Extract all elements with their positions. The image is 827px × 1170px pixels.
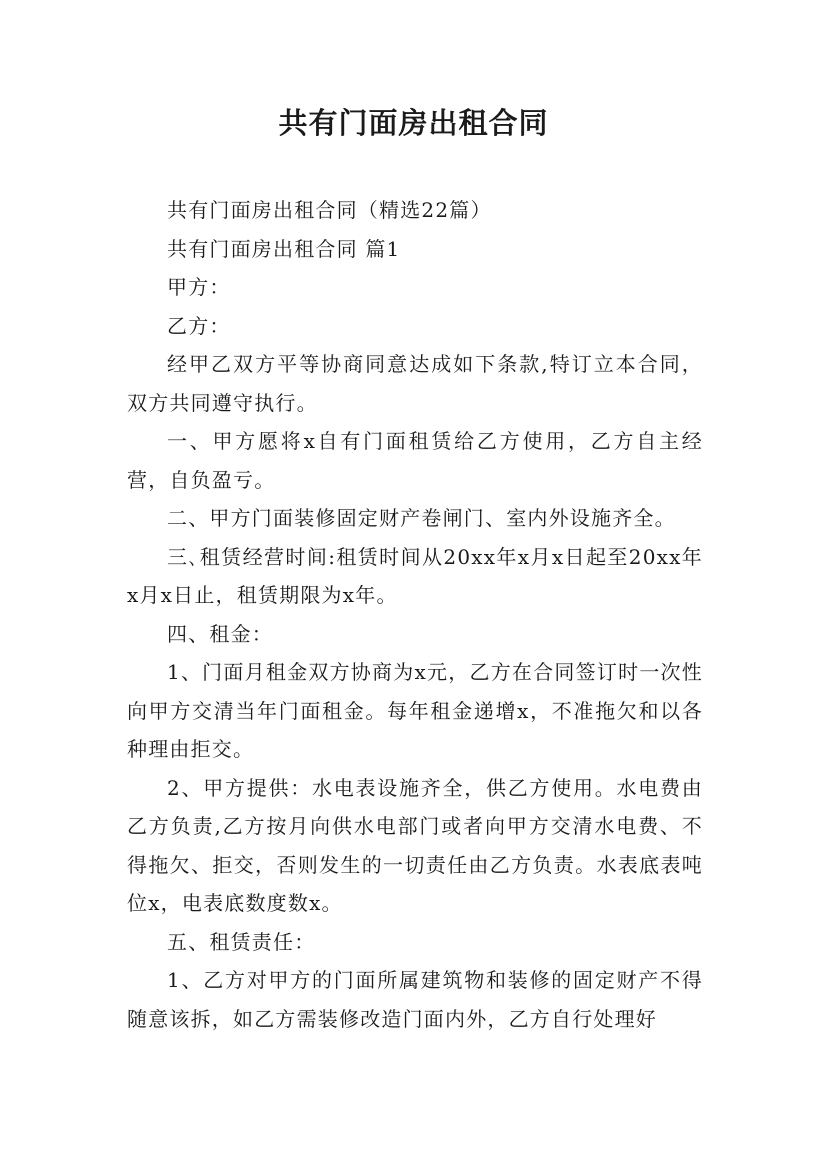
paragraph: 经甲乙双方平等协商同意达成如下条款,特订立本合同，双方共同遵守执行。: [127, 352, 703, 415]
paragraph: 五、租赁责任：: [167, 929, 316, 954]
paragraph-party-a: 甲方：: [167, 275, 231, 299]
paragraph: 2、甲方提供：水电表设施齐全，供乙方使用。水电费由乙方负责,乙方按月向供水电部门或者向甲方交清水电费、不得拖欠、拒交，否则发生的一切责任由乙方负责。水表底表吨位x，电表底数度数x。: [127, 775, 703, 915]
paragraph-party-b: 乙方：: [167, 313, 231, 338]
document-body: [127, 191, 703, 1038]
document-title: 共有门面房出租合同: [278, 106, 549, 140]
paragraph-subtitle: 共有门面房出租合同（精选22篇）: [167, 198, 492, 222]
paragraph-section-heading: 共有门面房出租合同 篇1: [167, 236, 401, 261]
paragraph: 一、甲方愿将x自有门面租赁给乙方使用，乙方自主经营，自负盈亏。: [127, 429, 703, 492]
paragraph: 1、乙方对甲方的门面所属建筑物和装修的固定财产不得随意该拆，如乙方需装修改造门面内外，乙方自行处理好: [127, 968, 703, 1031]
paragraph: 1、门面月租金双方协商为x元，乙方在合同签订时一次性向甲方交清当年门面租金。每年租金递增x，不准拖欠和以各种理由拒交。: [127, 660, 703, 761]
paragraph: 四、租金：: [167, 621, 273, 646]
paragraph: 三､租赁经营时间:租赁时间从20xx年x月x日起至20xx年x月x日止，租赁期限为x年。: [127, 544, 703, 607]
paragraph: 二、甲方门面装修固定财产卷闸门、室内外设施齐全。: [167, 506, 676, 530]
